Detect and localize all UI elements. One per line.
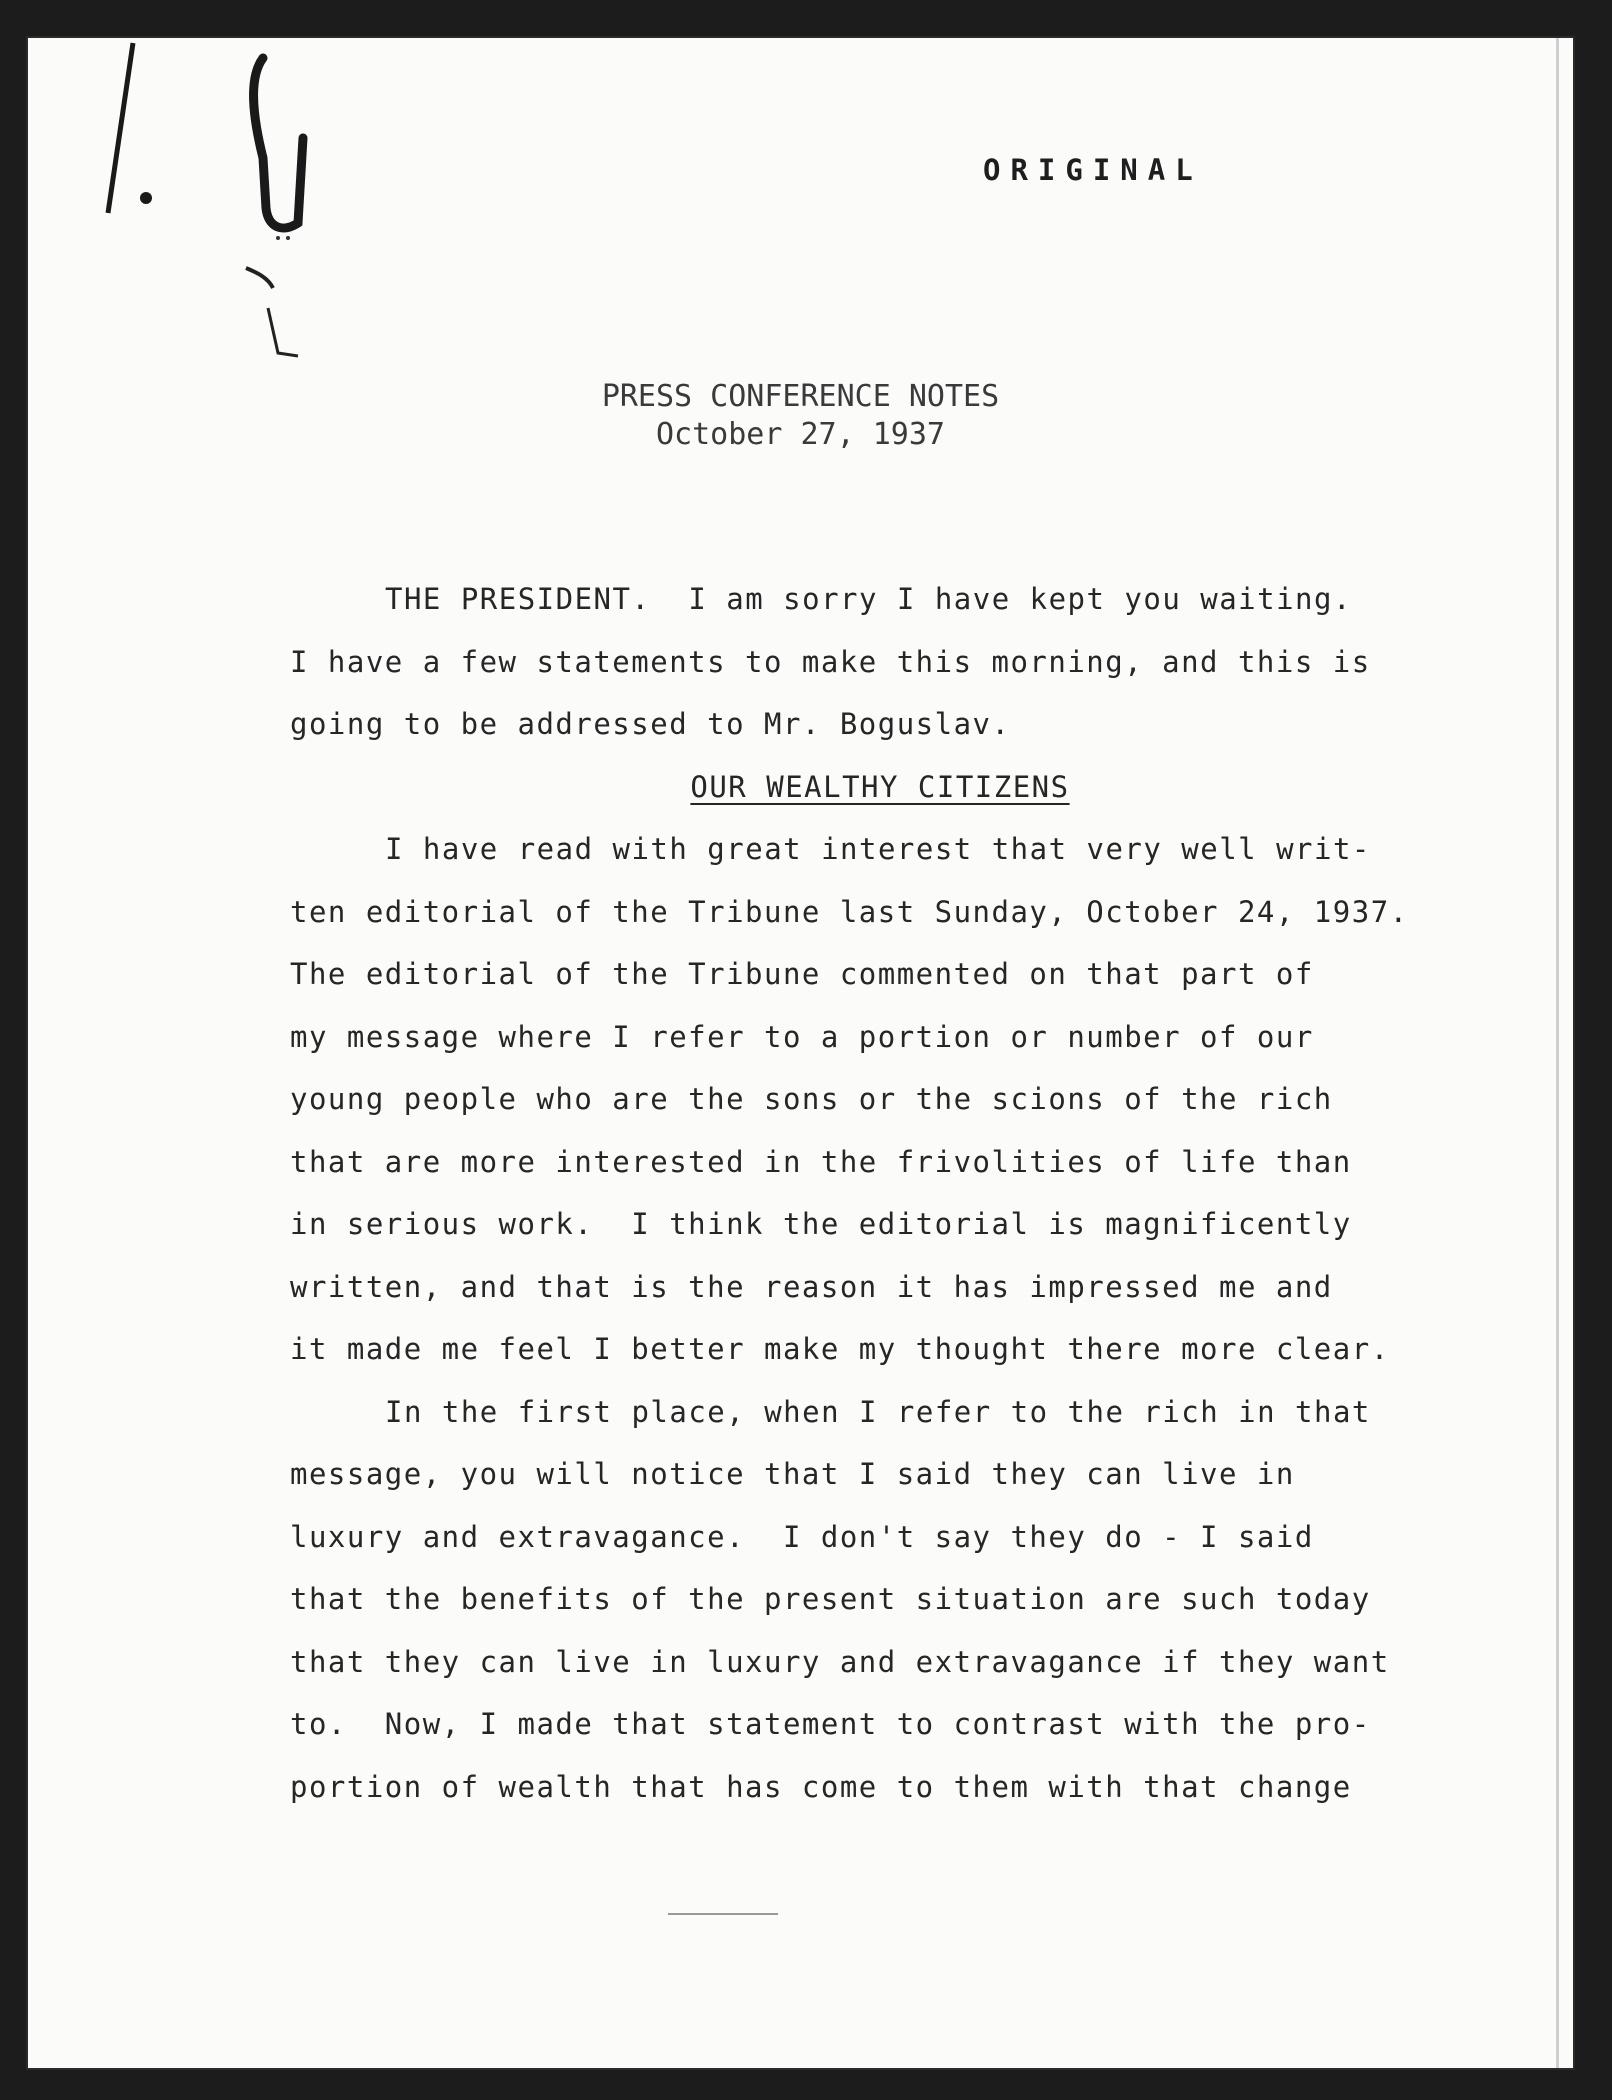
text-line: my message where I refer to a portion or number of our xyxy=(290,1019,1314,1054)
text-line: to. Now, I made that statement to contrast with the pro- xyxy=(290,1707,1371,1741)
body-text xyxy=(290,568,1440,1818)
page-edge xyxy=(1556,38,1559,2068)
text-line: that they can live in luxury and extravagance if they want xyxy=(290,1644,1390,1679)
text-line: young people who are the sons or the scions of the rich xyxy=(290,1082,1333,1116)
text-line: The editorial of the Tribune commented on that part of xyxy=(290,957,1314,991)
text-line: in serious work. I think the editorial is magnificently xyxy=(290,1207,1352,1241)
text-line: it made me feel I better make my thought there more clear. xyxy=(290,1332,1390,1366)
text-line: message, you will notice that I said they can live in xyxy=(290,1457,1295,1491)
text-line: going to be addressed to Mr. Boguslav. xyxy=(290,707,1011,741)
text-line: In the first place, when I refer to the rich in that xyxy=(385,1394,1371,1429)
document-date: October 27, 1937 xyxy=(656,417,945,452)
text-line: luxury and extravagance. I don't say they do - I said xyxy=(290,1519,1314,1554)
title-block xyxy=(28,378,1573,454)
text-line: ten editorial of the Tribune last Sunday, October 24, 1937. xyxy=(290,894,1409,929)
document-title: PRESS CONFERENCE NOTES xyxy=(601,379,1000,414)
text-line: that the benefits of the present situation are such today xyxy=(290,1582,1371,1616)
paperclip-mark-icon xyxy=(68,38,328,378)
section-heading xyxy=(290,756,1440,819)
text-line: portion of wealth that has come to them with that change xyxy=(290,1769,1352,1804)
original-stamp: ORIGINAL xyxy=(983,153,1203,187)
document-page xyxy=(28,38,1573,2068)
section-heading-text: OUR WEALTHY CITIZENS xyxy=(690,769,1070,804)
text-line: THE PRESIDENT. I am sorry I have kept you waiting. xyxy=(385,582,1352,616)
text-line: written, and that is the reason it has impressed me and xyxy=(290,1269,1333,1304)
text-line: that are more interested in the frivolities of life than xyxy=(290,1144,1352,1179)
text-line: I have read with great interest that very well writ- xyxy=(385,832,1371,866)
footer-smudge xyxy=(668,1913,778,1915)
text-line: I have a few statements to make this morning, and this is xyxy=(290,644,1371,679)
